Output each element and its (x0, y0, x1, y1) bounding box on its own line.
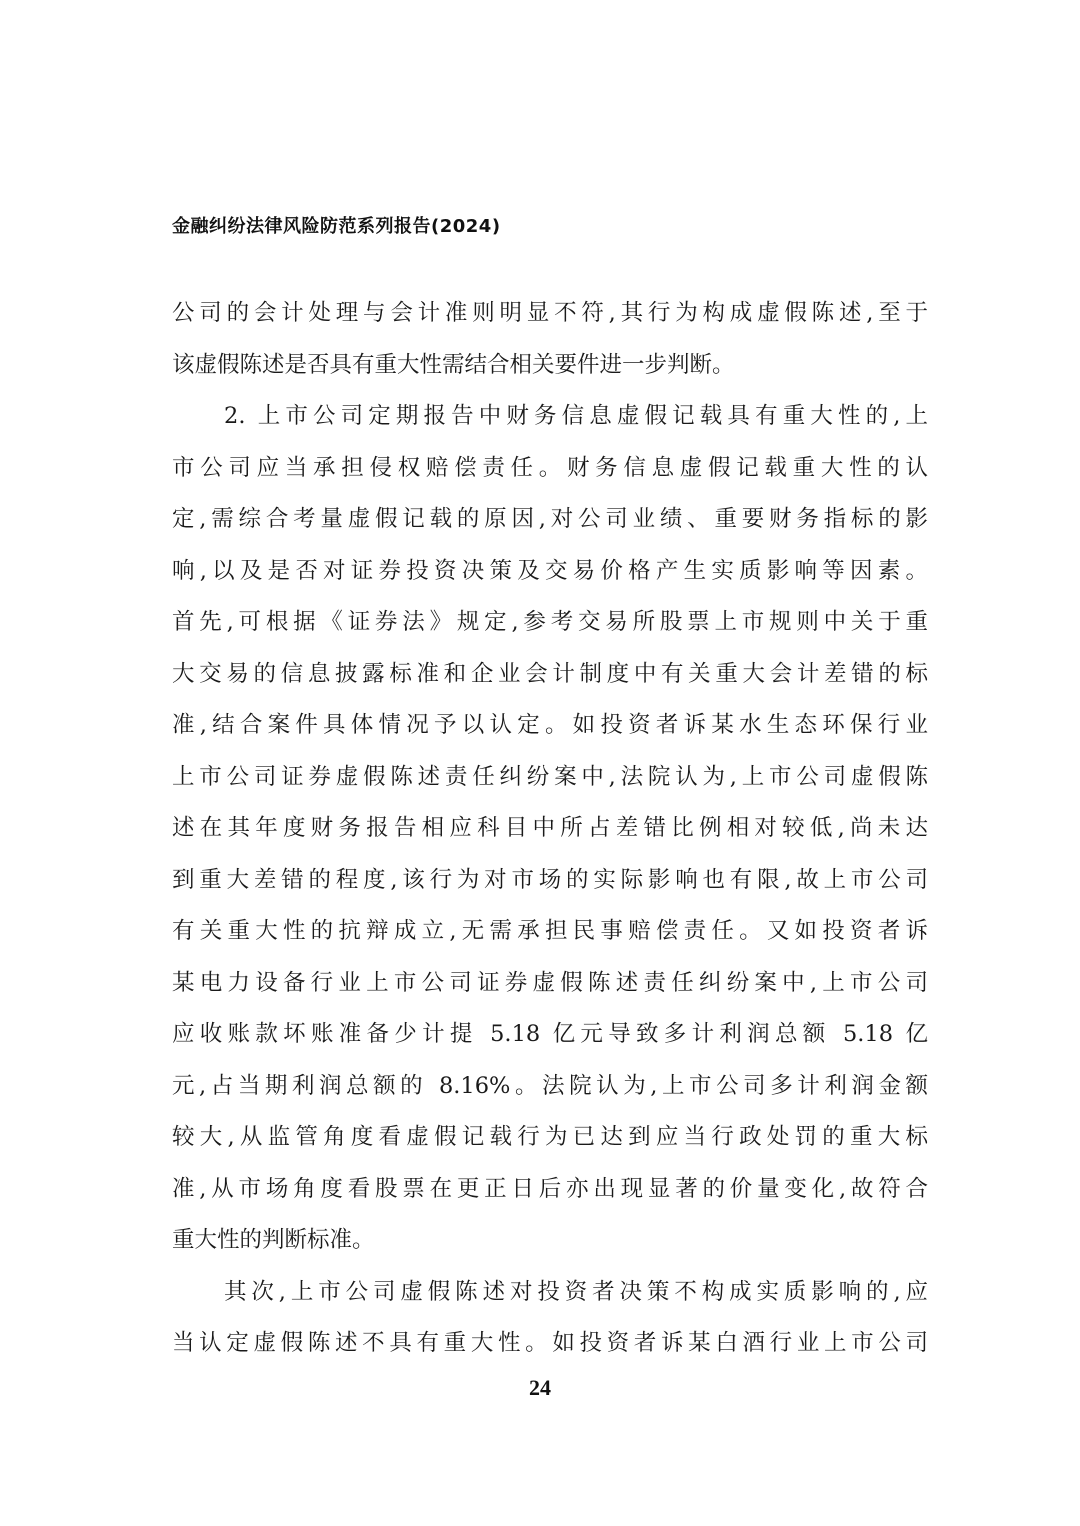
paragraph-line: 到重大差错的程度,该行为对市场的实际影响也有限,故上市公司 (172, 866, 928, 893)
page-number: 24 (529, 1375, 551, 1400)
paragraph-line: 准,从市场角度看股票在更正日后亦出现显著的价量变化,故符合 (172, 1175, 928, 1202)
paragraph-line: 2. 上市公司定期报告中财务信息虚假记载具有重大性的,上 (224, 403, 928, 429)
paragraph-line: 较大,从监管角度看虚假记载行为已达到应当行政处罚的重大标 (172, 1124, 928, 1150)
paragraph-line: 述在其年度财务报告相应科目中所占差错比例相对较低,尚未达 (172, 815, 928, 841)
paragraph-line: 公司的会计处理与会计准则明显不符,其行为构成虚假陈述,至于 (172, 300, 928, 326)
running-header: 金融纠纷法律风险防范系列报告(2024) (172, 216, 501, 237)
paragraph-line: 有关重大性的抗辩成立,无需承担民事赔偿责任。又如投资者诉 (172, 918, 928, 944)
paragraph-line: 首先,可根据《证券法》规定,参考交易所股票上市规则中关于重 (172, 609, 928, 635)
paragraph-line: 元,占当期利润总额的 8.16%。法院认为,上市公司多计利润金额 (172, 1072, 928, 1099)
paragraph-line: 定,需综合考量虚假记载的原因,对公司业绩、重要财务指标的影 (172, 506, 928, 532)
paragraph-line: 重大性的判断标准。 (172, 1227, 375, 1253)
paragraph-line: 其次,上市公司虚假陈述对投资者决策不构成实质影响的,应 (224, 1278, 928, 1305)
paragraph-line: 准,结合案件具体情况予以认定。如投资者诉某水生态环保行业 (172, 712, 928, 738)
paragraph-line: 该虚假陈述是否具有重大性需结合相关要件进一步判断。 (172, 351, 735, 378)
paragraph-line: 市公司应当承担侵权赔偿责任。财务信息虚假记载重大性的认 (172, 454, 928, 481)
paragraph-line: 应收账款坏账准备少计提 5.18 亿元导致多计利润总额 5.18 亿 (172, 1021, 928, 1047)
paragraph-line: 当认定虚假陈述不具有重大性。如投资者诉某白酒行业上市公司 (172, 1330, 928, 1356)
paragraph-line: 上市公司证券虚假陈述责任纠纷案中,法院认为,上市公司虚假陈 (172, 763, 928, 790)
paragraph-line: 大交易的信息披露标准和企业会计制度中有关重大会计差错的标 (172, 660, 928, 687)
paragraph-line: 某电力设备行业上市公司证券虚假陈述责任纠纷案中,上市公司 (172, 969, 928, 996)
paragraph-line: 响,以及是否对证券投资决策及交易价格产生实质影响等因素。 (172, 557, 928, 584)
body-text (172, 293, 928, 1375)
